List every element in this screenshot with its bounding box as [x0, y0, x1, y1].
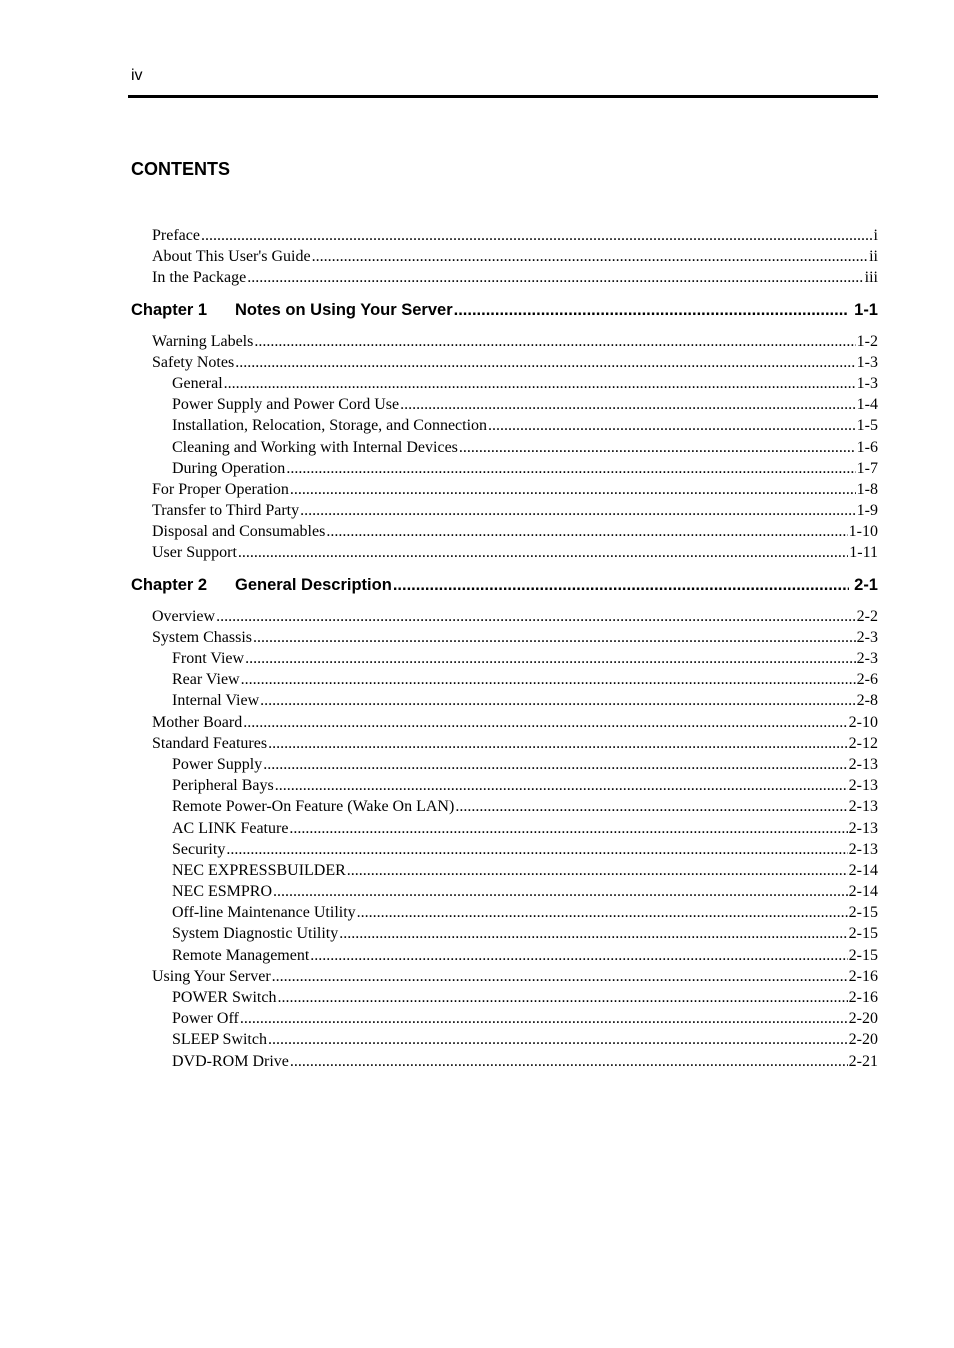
toc-entry[interactable]: [131, 945, 878, 966]
toc-entry[interactable]: [131, 500, 878, 521]
toc-entry-page: 1-5: [856, 415, 878, 436]
toc-entry-label: SLEEP Switch: [172, 1029, 268, 1050]
chapter-heading[interactable]: [131, 299, 878, 321]
toc-entry-page: 2-13: [848, 796, 878, 817]
toc-entry[interactable]: [131, 881, 878, 902]
toc-entry[interactable]: [131, 479, 878, 500]
toc-entry[interactable]: [131, 775, 878, 796]
dot-leader: [454, 299, 850, 321]
toc-entry[interactable]: [131, 246, 878, 267]
dot-leader: [226, 839, 847, 860]
toc-entry-label: For Proper Operation: [152, 479, 290, 500]
dot-leader: [245, 648, 856, 669]
dot-leader: [310, 945, 847, 966]
toc-entry-page: 2-21: [848, 1051, 878, 1072]
toc-entry[interactable]: [131, 712, 878, 733]
toc-entry[interactable]: [131, 690, 878, 711]
toc-entry[interactable]: [131, 923, 878, 944]
dot-leader: [216, 606, 856, 627]
toc-entry-page: 2-20: [848, 1008, 878, 1029]
contents-title: CONTENTS: [131, 159, 230, 179]
toc-entry-label: Preface: [152, 225, 201, 246]
toc-entry-page: 2-2: [856, 606, 878, 627]
toc-entry-label: Front View: [172, 648, 245, 669]
chapter-entries: [131, 606, 878, 1072]
toc-entry[interactable]: [131, 627, 878, 648]
toc-entry-label: Remote Power-On Feature (Wake On LAN): [172, 796, 455, 817]
chapter-title: Notes on Using Your Server: [235, 300, 453, 319]
front-matter-list: [131, 225, 878, 289]
chapter-entries: [131, 331, 878, 564]
dot-leader: [254, 331, 855, 352]
toc-entry-label: NEC ESMPRO: [172, 881, 273, 902]
toc-entry-page: 2-6: [856, 669, 878, 690]
toc-entry[interactable]: [131, 1029, 878, 1050]
toc-entry[interactable]: [131, 606, 878, 627]
dot-leader: [235, 352, 855, 373]
toc-entry[interactable]: [131, 373, 878, 394]
toc-entry[interactable]: [131, 458, 878, 479]
toc-entry-label: Off-line Maintenance Utility: [172, 902, 357, 923]
toc-entry-label: System Diagnostic Utility: [172, 923, 339, 944]
dot-leader: [286, 458, 855, 479]
toc-entry-label: During Operation: [172, 458, 286, 479]
toc-entry[interactable]: [131, 352, 878, 373]
toc-entry-label: DVD-ROM Drive: [172, 1051, 290, 1072]
toc-entry[interactable]: [131, 796, 878, 817]
dot-leader: [277, 987, 847, 1008]
toc-entry-label: In the Package: [152, 267, 247, 288]
toc-entry-label: Warning Labels: [152, 331, 254, 352]
toc-entry-page: i: [873, 225, 878, 246]
dot-leader: [224, 373, 856, 394]
toc-entry[interactable]: [131, 225, 878, 246]
dot-leader: [260, 690, 856, 711]
toc-entry-label: NEC EXPRESSBUILDER: [172, 860, 347, 881]
toc-entry-label: User Support: [152, 542, 238, 563]
toc-entry-label: General: [172, 373, 224, 394]
toc-entry[interactable]: [131, 542, 878, 563]
toc-entry-label: System Chassis: [152, 627, 253, 648]
toc-entry[interactable]: [131, 267, 878, 288]
toc-entry-label: Installation, Relocation, Storage, and Connection: [172, 415, 488, 436]
chapter-number: Chapter 1: [131, 300, 208, 319]
toc-entry[interactable]: [131, 1051, 878, 1072]
toc-entry-page: 1-3: [856, 373, 878, 394]
dot-leader: [275, 775, 848, 796]
toc-entry-label: Overview: [152, 606, 216, 627]
dot-leader: [339, 923, 847, 944]
toc-entry-label: Remote Management: [172, 945, 310, 966]
dot-leader: [289, 818, 847, 839]
toc-entry[interactable]: [131, 902, 878, 923]
dot-leader: [272, 966, 848, 987]
toc-entry-page: 2-3: [856, 627, 878, 648]
toc-entry-page: 2-16: [848, 966, 878, 987]
chapter-page: 1-1: [854, 300, 878, 319]
toc-entry-page: 2-13: [848, 775, 878, 796]
toc-entry-page: 2-8: [856, 690, 878, 711]
chapter-number: Chapter 2: [131, 575, 208, 594]
dot-leader: [393, 574, 849, 596]
toc-entry[interactable]: [131, 839, 878, 860]
dot-leader: [241, 669, 856, 690]
toc-entry[interactable]: [131, 754, 878, 775]
toc-entry-page: 2-20: [848, 1029, 878, 1050]
toc-entry-page: 1-11: [848, 542, 878, 563]
toc-entry[interactable]: [131, 521, 878, 542]
chapter-list: [131, 299, 878, 1072]
toc-entry-page: 2-14: [848, 860, 878, 881]
toc-entry-page: 1-7: [856, 458, 878, 479]
toc-entry[interactable]: [131, 733, 878, 754]
toc-entry-label: Power Supply: [172, 754, 263, 775]
dot-leader: [488, 415, 856, 436]
toc-entry-label: Standard Features: [152, 733, 268, 754]
toc-entry-page: 2-12: [848, 733, 878, 754]
toc-entry-page: 2-3: [856, 648, 878, 669]
toc-entry-page: 2-15: [848, 945, 878, 966]
dot-leader: [263, 754, 847, 775]
toc-entry-page: 2-16: [848, 987, 878, 1008]
dot-leader: [201, 225, 873, 246]
dot-leader: [273, 881, 848, 902]
dot-leader: [300, 500, 856, 521]
toc-entry-label: Power Supply and Power Cord Use: [172, 394, 400, 415]
chapter-title: General Description: [235, 575, 392, 594]
toc-entry-label: AC LINK Feature: [172, 818, 289, 839]
toc-entry-page: iii: [864, 267, 878, 288]
toc-entry-label: Safety Notes: [152, 352, 235, 373]
dot-leader: [240, 1008, 848, 1029]
toc-entry-label: Transfer to Third Party: [152, 500, 300, 521]
toc-entry-label: Cleaning and Working with Internal Devices: [172, 437, 459, 458]
dot-leader: [238, 542, 848, 563]
toc-entry-page: 1-9: [856, 500, 878, 521]
toc-entry-label: Mother Board: [152, 712, 243, 733]
chapter-page: 2-1: [854, 575, 878, 594]
toc-entry[interactable]: [131, 648, 878, 669]
dot-leader: [290, 1051, 848, 1072]
toc-entry-page: 2-10: [848, 712, 878, 733]
dot-leader: [455, 796, 847, 817]
toc-entry[interactable]: [131, 860, 878, 881]
toc-entry[interactable]: [131, 415, 878, 436]
toc-entry-page: 1-4: [856, 394, 878, 415]
dot-leader: [268, 733, 848, 754]
toc-entry-page: 1-8: [856, 479, 878, 500]
toc-entry[interactable]: [131, 987, 878, 1008]
toc-entry-page: 1-3: [856, 352, 878, 373]
dot-leader: [400, 394, 856, 415]
toc-entry[interactable]: [131, 818, 878, 839]
toc-entry-page: 1-6: [856, 437, 878, 458]
dot-leader: [326, 521, 847, 542]
toc-entry-label: Disposal and Consumables: [152, 521, 326, 542]
toc-entry[interactable]: [131, 1008, 878, 1029]
dot-leader: [243, 712, 847, 733]
table-of-contents: [131, 225, 878, 1072]
toc-entry-page: 2-13: [848, 754, 878, 775]
toc-entry[interactable]: [131, 669, 878, 690]
dot-leader: [459, 437, 856, 458]
dot-leader: [357, 902, 848, 923]
dot-leader: [247, 267, 863, 288]
dot-leader: [312, 246, 869, 267]
dot-leader: [253, 627, 856, 648]
toc-entry[interactable]: [131, 966, 878, 987]
toc-entry-label: Power Off: [172, 1008, 240, 1029]
toc-entry-label: POWER Switch: [172, 987, 277, 1008]
chapter-heading[interactable]: [131, 574, 878, 596]
dot-leader: [290, 479, 856, 500]
dot-leader: [347, 860, 848, 881]
toc-entry-label: Using Your Server: [152, 966, 272, 987]
toc-entry-page: 2-15: [848, 902, 878, 923]
toc-entry[interactable]: [131, 331, 878, 352]
toc-entry-label: About This User's Guide: [152, 246, 312, 267]
toc-entry-page: 2-13: [848, 839, 878, 860]
toc-entry-label: Rear View: [172, 669, 241, 690]
toc-entry-page: 2-15: [848, 923, 878, 944]
toc-entry[interactable]: [131, 437, 878, 458]
toc-entry-page: 2-13: [848, 818, 878, 839]
toc-entry-page: 2-14: [848, 881, 878, 902]
toc-entry-label: Security: [172, 839, 226, 860]
toc-entry-page: 1-2: [856, 331, 878, 352]
toc-entry-page: 1-10: [848, 521, 878, 542]
header-rule: [128, 95, 878, 98]
toc-entry[interactable]: [131, 394, 878, 415]
toc-entry-label: Peripheral Bays: [172, 775, 275, 796]
page-number: iv: [131, 67, 143, 84]
toc-entry-label: Internal View: [172, 690, 260, 711]
toc-entry-page: ii: [868, 246, 878, 267]
dot-leader: [268, 1029, 848, 1050]
